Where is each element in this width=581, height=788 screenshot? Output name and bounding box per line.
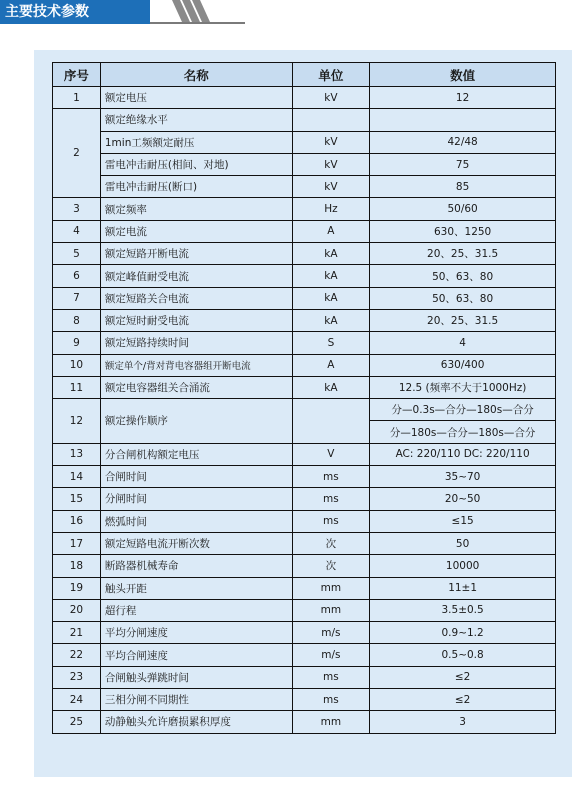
row-unit: m/s — [292, 622, 370, 644]
row-no: 10 — [53, 354, 101, 376]
row-value: 3.5±0.5 — [370, 599, 556, 621]
section-header — [0, 0, 581, 26]
row-unit: kA — [292, 287, 370, 309]
row-value: 20~50 — [370, 488, 556, 510]
row-unit: S — [292, 332, 370, 354]
table-row — [53, 265, 556, 287]
header-rule — [150, 22, 245, 24]
table-row — [53, 376, 556, 398]
row-name: 分合闸机构额定电压 — [100, 443, 292, 465]
row-no: 20 — [53, 599, 101, 621]
row-name: 额定电容器组关合涌流 — [100, 376, 292, 398]
row-value: 50/60 — [370, 198, 556, 220]
row-unit: 次 — [292, 555, 370, 577]
row-no: 8 — [53, 309, 101, 331]
table-row — [53, 577, 556, 599]
table-row — [53, 287, 556, 309]
row-value: 0.9~1.2 — [370, 622, 556, 644]
row-value: 10000 — [370, 555, 556, 577]
table-row — [53, 332, 556, 354]
row-name: 额定短路持续时间 — [100, 332, 292, 354]
row-unit: kA — [292, 309, 370, 331]
row-value: 35~70 — [370, 466, 556, 488]
row-unit: ms — [292, 510, 370, 532]
table-row — [53, 399, 556, 421]
row-unit: 次 — [292, 532, 370, 554]
row-name: 额定短路关合电流 — [100, 287, 292, 309]
table-row — [53, 466, 556, 488]
header-value: 数值 — [370, 63, 556, 87]
row-name: 雷电冲击耐压(断口) — [100, 176, 292, 198]
row-unit: kV — [292, 87, 370, 109]
table-row — [53, 622, 556, 644]
row-value: ≤2 — [370, 666, 556, 688]
row-value: 0.5~0.8 — [370, 644, 556, 666]
row-name: 平均合闸速度 — [100, 644, 292, 666]
row-unit: ms — [292, 488, 370, 510]
row-value: ≤15 — [370, 510, 556, 532]
table-row — [53, 555, 556, 577]
row-unit: mm — [292, 577, 370, 599]
table-row — [53, 443, 556, 465]
row-value: 85 — [370, 176, 556, 198]
row-unit: mm — [292, 599, 370, 621]
row-no: 4 — [53, 220, 101, 242]
row-value: 20、25、31.5 — [370, 309, 556, 331]
row-name: 分闸时间 — [100, 488, 292, 510]
row-no: 25 — [53, 711, 101, 733]
row-unit: ms — [292, 666, 370, 688]
row-name: 合闸触头弹跳时间 — [100, 666, 292, 688]
row-unit: Hz — [292, 198, 370, 220]
row-name: 平均分闸速度 — [100, 622, 292, 644]
row-value: 3 — [370, 711, 556, 733]
row-name: 额定频率 — [100, 198, 292, 220]
row-value: 630、1250 — [370, 220, 556, 242]
row-unit: kV — [292, 153, 370, 175]
row-no: 12 — [53, 399, 101, 444]
row-value: 20、25、31.5 — [370, 243, 556, 265]
row-unit: V — [292, 443, 370, 465]
row-no: 13 — [53, 443, 101, 465]
table-row — [53, 510, 556, 532]
row-name: 雷电冲击耐压(相间、对地) — [100, 153, 292, 175]
row-no: 19 — [53, 577, 101, 599]
row-name: 触头开距 — [100, 577, 292, 599]
table-row — [53, 532, 556, 554]
table-row — [53, 711, 556, 733]
row-value: 50 — [370, 532, 556, 554]
table-row — [53, 131, 556, 153]
table-row — [53, 599, 556, 621]
header-no: 序号 — [53, 63, 101, 87]
row-name: 1min工频额定耐压 — [100, 131, 292, 153]
row-unit — [292, 109, 370, 131]
row-name: 燃弧时间 — [100, 510, 292, 532]
row-no: 24 — [53, 689, 101, 711]
stripe-decoration — [150, 0, 230, 24]
row-name: 额定电流 — [100, 220, 292, 242]
row-unit: A — [292, 220, 370, 242]
row-no: 21 — [53, 622, 101, 644]
table-row — [53, 153, 556, 175]
row-name: 动静触头允许磨损累积厚度 — [100, 711, 292, 733]
row-value: 12 — [370, 87, 556, 109]
table-row — [53, 354, 556, 376]
row-name: 额定单个/背对背电容器组开断电流 — [100, 354, 292, 376]
table-row — [53, 109, 556, 131]
row-unit — [292, 399, 370, 444]
row-name: 额定电压 — [100, 87, 292, 109]
row-name: 合闸时间 — [100, 466, 292, 488]
row-no: 2 — [53, 109, 101, 198]
row-name: 额定操作顺序 — [100, 399, 292, 444]
row-unit: kV — [292, 176, 370, 198]
header-name: 名称 — [100, 63, 292, 87]
row-value: 4 — [370, 332, 556, 354]
row-unit: kA — [292, 243, 370, 265]
row-name: 额定绝缘水平 — [100, 109, 292, 131]
row-value: 50、63、80 — [370, 287, 556, 309]
row-value: 分—0.3s—合分—180s—合分 — [370, 399, 556, 421]
row-value: 12.5 (频率不大于1000Hz) — [370, 376, 556, 398]
row-no: 1 — [53, 87, 101, 109]
row-no: 22 — [53, 644, 101, 666]
table-row — [53, 488, 556, 510]
row-value: 50、63、80 — [370, 265, 556, 287]
row-unit: kA — [292, 376, 370, 398]
row-unit: A — [292, 354, 370, 376]
section-title: 主要技术参数 — [0, 0, 150, 24]
row-name: 超行程 — [100, 599, 292, 621]
row-no: 17 — [53, 532, 101, 554]
row-no: 15 — [53, 488, 101, 510]
row-no: 18 — [53, 555, 101, 577]
row-value: 75 — [370, 153, 556, 175]
row-value: ≤2 — [370, 689, 556, 711]
row-value: 11±1 — [370, 577, 556, 599]
row-unit: kA — [292, 265, 370, 287]
table-row — [53, 87, 556, 109]
row-name: 额定短路电流开断次数 — [100, 532, 292, 554]
row-unit: ms — [292, 466, 370, 488]
row-unit: mm — [292, 711, 370, 733]
row-value: 42/48 — [370, 131, 556, 153]
row-unit: m/s — [292, 644, 370, 666]
row-name: 断路器机械寿命 — [100, 555, 292, 577]
header-unit: 单位 — [292, 63, 370, 87]
table-row — [53, 644, 556, 666]
row-unit: kV — [292, 131, 370, 153]
row-name: 额定短时耐受电流 — [100, 309, 292, 331]
row-no: 5 — [53, 243, 101, 265]
row-no: 6 — [53, 265, 101, 287]
row-value — [370, 109, 556, 131]
row-no: 14 — [53, 466, 101, 488]
row-no: 3 — [53, 198, 101, 220]
table-row — [53, 666, 556, 688]
table-row — [53, 176, 556, 198]
row-name: 额定短路开断电流 — [100, 243, 292, 265]
table-row — [53, 689, 556, 711]
table-row — [53, 198, 556, 220]
row-no: 16 — [53, 510, 101, 532]
row-no: 23 — [53, 666, 101, 688]
row-no: 7 — [53, 287, 101, 309]
table-row — [53, 243, 556, 265]
table-header-row — [53, 63, 556, 87]
row-no: 11 — [53, 376, 101, 398]
table-row — [53, 309, 556, 331]
row-value: 分—180s—合分—180s—合分 — [370, 421, 556, 443]
row-value: 630/400 — [370, 354, 556, 376]
row-value: AC: 220/110 DC: 220/110 — [370, 443, 556, 465]
row-unit: ms — [292, 689, 370, 711]
table-row — [53, 220, 556, 242]
row-name: 额定峰值耐受电流 — [100, 265, 292, 287]
spec-table — [52, 62, 556, 734]
row-no: 9 — [53, 332, 101, 354]
row-name: 三相分闸不同期性 — [100, 689, 292, 711]
